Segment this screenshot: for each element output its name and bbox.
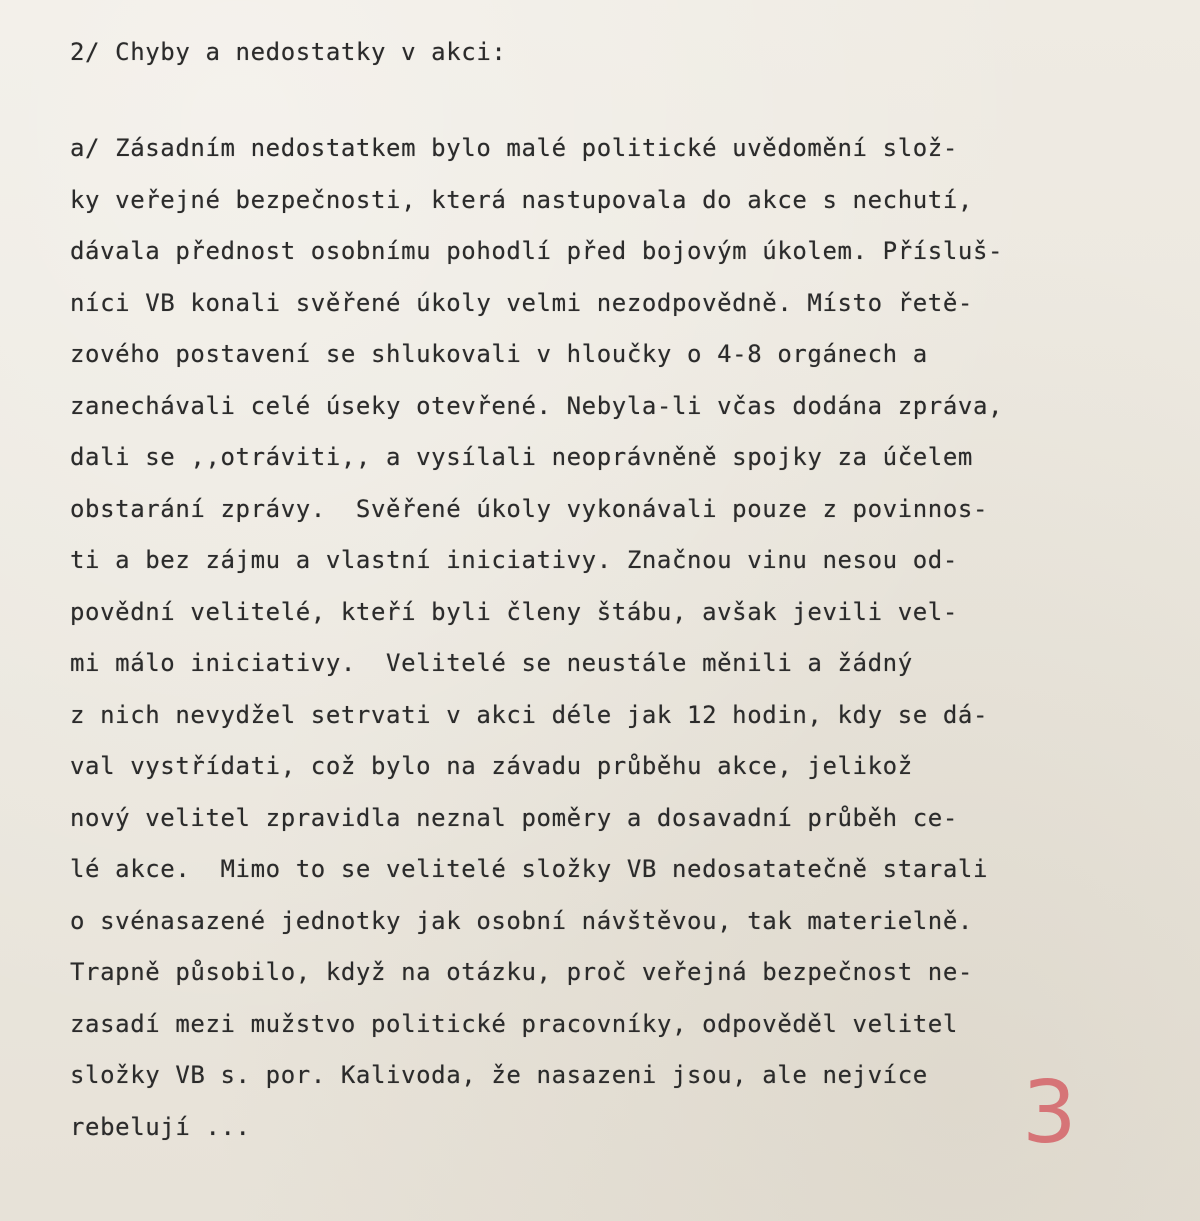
text-line: a/ Zásadním nedostatkem bylo malé politické uvědomění slož- xyxy=(70,134,958,162)
paragraph-a xyxy=(70,133,1180,1163)
text-line: dali se ,,otráviti,, a vysílali neoprávněně spojky za účelem xyxy=(70,443,973,471)
page-number-stamp: 3 xyxy=(1022,1063,1077,1163)
text-line: zanechávali celé úseky otevřené. Nebyla-li včas dodána zpráva, xyxy=(70,391,1004,420)
text-line: mi málo iniciativy. Velitelé se neustále měnili a žádný xyxy=(70,649,913,677)
section-heading: 2/ Chyby a nedostatky v akci: xyxy=(70,38,507,66)
text-line: ti a bez zájmu a vlastní iniciativy. Značnou vinu nesou od- xyxy=(70,546,958,574)
text-line: dávala přednost osobnímu pohodlí před bojovým úkolem. Přísluš- xyxy=(70,237,1004,265)
text-line: z nich nevydžel setrvati v akci déle jak 12 hodin, kdy se dá- xyxy=(70,700,989,729)
text-line: Trapně působilo, když na otázku, proč veřejná bezpečnost ne- xyxy=(70,958,973,986)
text-line: níci VB konali svěřené úkoly velmi nezodpovědně. Místo řetě- xyxy=(70,288,973,317)
text-line: obstarání zprávy. Svěřené úkoly vykonávali pouze z povinnos- xyxy=(70,494,989,523)
text-line: o svénasazené jednotky jak osobní návštěvou, tak materielně. xyxy=(70,906,973,935)
text-line: zového postavení se shlukovali v hloučky o 4-8 orgánech a xyxy=(70,340,928,368)
text-line: zasadí mezi mužstvo politické pracovníky, odpověděl velitel xyxy=(70,1009,958,1038)
text-line: val vystřídati, což bylo na závadu průběhu akce, jelikož xyxy=(70,752,913,780)
text-line: nový velitel zpravidla neznal poměry a dosavadní průběh ce- xyxy=(70,803,958,832)
text-line: povědní velitelé, kteří byli členy štábu, avšak jevili vel- xyxy=(70,597,958,626)
text-line: ky veřejné bezpečnosti, která nastupovala do akce s nechutí, xyxy=(70,185,973,214)
text-line: rebelují ... xyxy=(70,1112,251,1141)
text-line: složky VB s. por. Kalivoda, že nasazeni jsou, ale nejvíce xyxy=(70,1061,928,1089)
text-line: lé akce. Mimo to se velitelé složky VB nedosatatečně starali xyxy=(70,855,989,883)
